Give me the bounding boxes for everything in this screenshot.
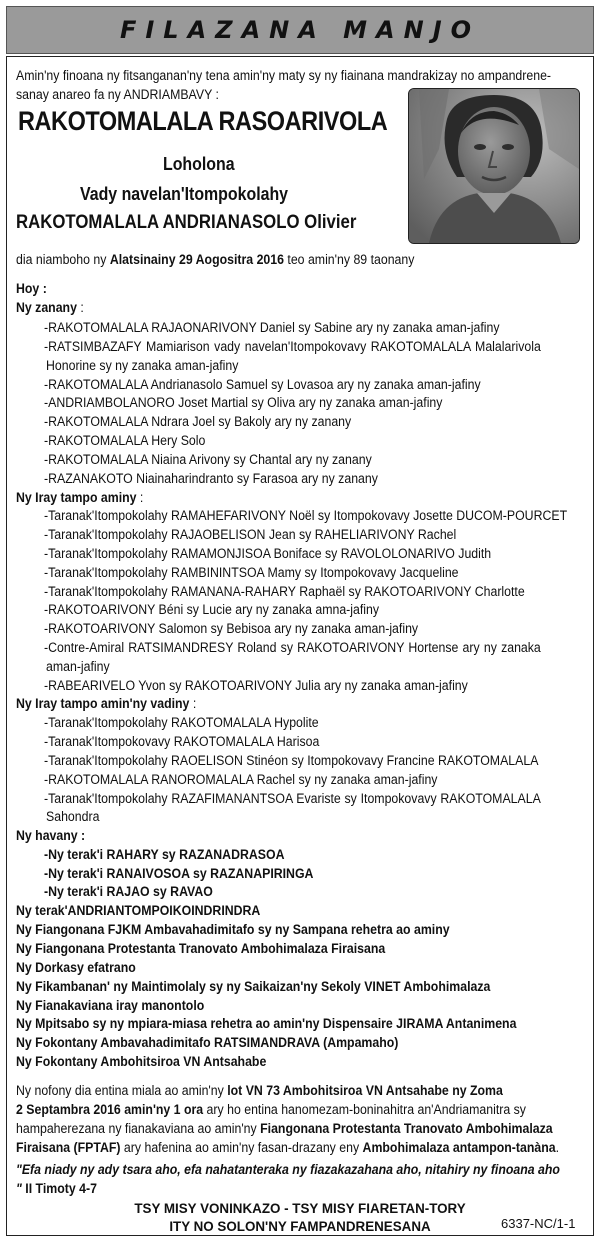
- list-item: -RAKOTOMALALA Hery Solo: [44, 433, 206, 448]
- other-mourner: Ny Fikambanan' ny Maintimolaly sy ny Saikaizan'ny Sekoly VINET Ambohimalaza: [16, 979, 491, 994]
- list-item: Honorine sy ny zanaka aman-jafiny: [46, 358, 239, 373]
- notice-header: [6, 6, 594, 54]
- footer-line-2: ITY NO SOLON'NY FAMPANDRENESANA: [169, 1219, 431, 1234]
- other-mourner: Ny Fokontany Ambohitsiroa VN Antsahabe: [16, 1054, 267, 1069]
- list-item: Sahondra: [46, 809, 100, 824]
- list-item: -RAKOTOMALALA Ndrara Joel sy Bakoly ary ny zanany: [44, 414, 352, 429]
- verse-line-1: "Efa niady ny ady tsara aho, efa nahatanteraka ny fiazakazahana aho, nitahiry ny finoana aho: [16, 1162, 560, 1177]
- death-line: dia niamboho ny Alatsinainy 29 Aogositra 2016 teo amin'ny 89 taonany: [16, 252, 415, 267]
- burial-line-1: Ny nofony dia entina miala ao amin'ny lot VN 73 Ambohitsiroa VN Antsahabe ny Zoma: [16, 1083, 503, 1098]
- deceased-portrait: [408, 88, 580, 244]
- other-mourner: Ny Fiangonana Protestanta Tranovato Ambohimalaza Firaisana: [16, 941, 386, 956]
- zanany-heading: Ny zanany :: [16, 300, 84, 315]
- deceased-title-2: Vady navelan'Itompokolahy: [80, 183, 289, 204]
- list-item: -ANDRIAMBOLANORO Joset Martial sy Oliva ary ny zanaka aman-jafiny: [44, 395, 443, 410]
- burial-line-2: 2 Septambra 2016 amin'ny 1 ora ary ho entina hanomezam-boninahitra an'Andriamanitra sy: [16, 1102, 526, 1117]
- iray-tampo-vadiny-heading: Ny Iray tampo amin'ny vadiny :: [16, 696, 197, 711]
- list-item: -Taranak'Itompokolahy RAJAOBELISON Jean sy RAHELIARIVONY Rachel: [44, 527, 457, 542]
- intro-line-2: sanay anareo fa ny ANDRIAMBAVY :: [16, 87, 219, 102]
- list-item: -RAKOTOMALALA RAJAONARIVONY Daniel sy Sabine ary ny zanaka aman-jafiny: [44, 320, 500, 335]
- list-item: -Ny terak'i RAJAO sy RAVAO: [44, 884, 213, 899]
- death-date: Alatsinainy 29 Aogositra 2016: [109, 252, 284, 267]
- list-item: -Taranak'Itompokolahy RAKOTOMALALA Hypolite: [44, 715, 319, 730]
- list-item: -RABEARIVELO Yvon sy RAKOTOARIVONY Julia ary ny zanaka aman-jafiny: [44, 678, 468, 693]
- burial-line-4: Firaisana (FPTAF) ary hafenina ao amin'ny fasan-drazany eny Ambohimalaza antampon-tanàna.: [16, 1140, 560, 1155]
- portrait-image: [409, 89, 579, 243]
- list-item: -Taranak'Itompokovavy RAKOTOMALALA Harisoa: [44, 734, 320, 749]
- list-item: -Taranak'Itompokolahy RAMBININTSOA Mamy sy Itompokovavy Jacqueline: [44, 565, 459, 580]
- hoy-label: Hoy :: [16, 281, 47, 296]
- list-item: -Taranak'Itompokolahy RAMANANA-RAHARY Raphaël sy RAKOTOARIVONY Charlotte: [44, 584, 525, 599]
- list-item: -Ny terak'i RAHARY sy RAZANADRASOA: [44, 847, 285, 862]
- other-mourner: Ny Fianakaviana iray manontolo: [16, 998, 205, 1013]
- notice-reference: 6337-NC/1-1: [501, 1216, 576, 1231]
- other-mourner: Ny Fiangonana FJKM Ambavahadimitafo sy ny Sampana rehetra ao aminy: [16, 922, 450, 937]
- notice-title: FILAZANA MANJO: [119, 16, 481, 44]
- list-item: -Contre-Amiral RATSIMANDRESY Roland sy RAKOTOARIVONY Hortense ary ny zanaka: [44, 640, 541, 655]
- list-item: -RAZANAKOTO Niainaharindranto sy Farasoa ary ny zanany: [44, 471, 378, 486]
- list-item: -RATSIMBAZAFY Mamiarison vady navelan'Itompokovavy RAKOTOMALALA Malalarivola: [44, 339, 541, 354]
- list-item: aman-jafiny: [46, 659, 110, 674]
- list-item: -RAKOTOMALALA Niaina Arivony sy Chantal ary ny zanany: [44, 452, 372, 467]
- havany-heading: Ny havany :: [16, 828, 86, 843]
- list-item: -Taranak'Itompokolahy RAZAFIMANANTSOA Evariste sy Itompokovavy RAKOTOMALALA: [44, 791, 541, 806]
- list-item: -Ny terak'i RANAIVOSOA sy RAZANAPIRINGA: [44, 866, 314, 881]
- verse-reference: II Timoty 4-7: [21, 1181, 97, 1196]
- list-item: -RAKOTOARIVONY Béni sy Lucie ary ny zanaka amna-jafiny: [44, 602, 380, 617]
- list-item: -RAKOTOARIVONY Salomon sy Bebisoa ary ny zanaka aman-jafiny: [44, 621, 419, 636]
- verse-line-2: " II Timoty 4-7: [16, 1181, 97, 1196]
- deceased-title-1: Loholona: [163, 153, 235, 174]
- other-mourner: Ny terak'ANDRIANTOMPOIKOINDRINDRA: [16, 903, 261, 918]
- list-item: -RAKOTOMALALA RANOROMALALA Rachel sy ny zanaka aman-jafiny: [44, 772, 438, 787]
- other-mourner: Ny Mpitsabo sy ny mpiara-miasa rehetra ao amin'ny Dispensaire JIRAMA Antanimena: [16, 1016, 517, 1031]
- iray-tampo-heading: Ny Iray tampo aminy :: [16, 490, 144, 505]
- burial-line-3: hampaherezana ny fianakaviana ao amin'ny Fiangonana Protestanta Tranovato Ambohimalaza: [16, 1121, 553, 1136]
- deceased-title-3: RAKOTOMALALA ANDRIANASOLO Olivier: [16, 211, 357, 233]
- list-item: -RAKOTOMALALA Andrianasolo Samuel sy Lovasoa ary ny zanaka aman-jafiny: [44, 377, 481, 392]
- footer-line-1: TSY MISY VONINKAZO - TSY MISY FIARETAN-TORY: [134, 1201, 466, 1216]
- intro-line-1: Amin'ny finoana ny fitsanganan'ny tena amin'ny maty sy ny fiainana mandrakizay no ampandrene-: [16, 68, 552, 83]
- deceased-name: RAKOTOMALALA RASOARIVOLA: [18, 106, 388, 136]
- other-mourner: Ny Fokontany Ambavahadimitafo RATSIMANDRAVA (Ampamaho): [16, 1035, 399, 1050]
- list-item: -Taranak'Itompokolahy RAMAHEFARIVONY Noël sy Itompokovavy Josette DUCOM-POURCET: [44, 508, 568, 523]
- list-item: -Taranak'Itompokolahy RAMAMONJISOA Boniface sy RAVOLOLONARIVO Judith: [44, 546, 492, 561]
- other-mourner: Ny Dorkasy efatrano: [16, 960, 136, 975]
- list-item: -Taranak'Itompokolahy RAOELISON Stinéon sy Itompokovavy Francine RAKOTOMALALA: [44, 753, 539, 768]
